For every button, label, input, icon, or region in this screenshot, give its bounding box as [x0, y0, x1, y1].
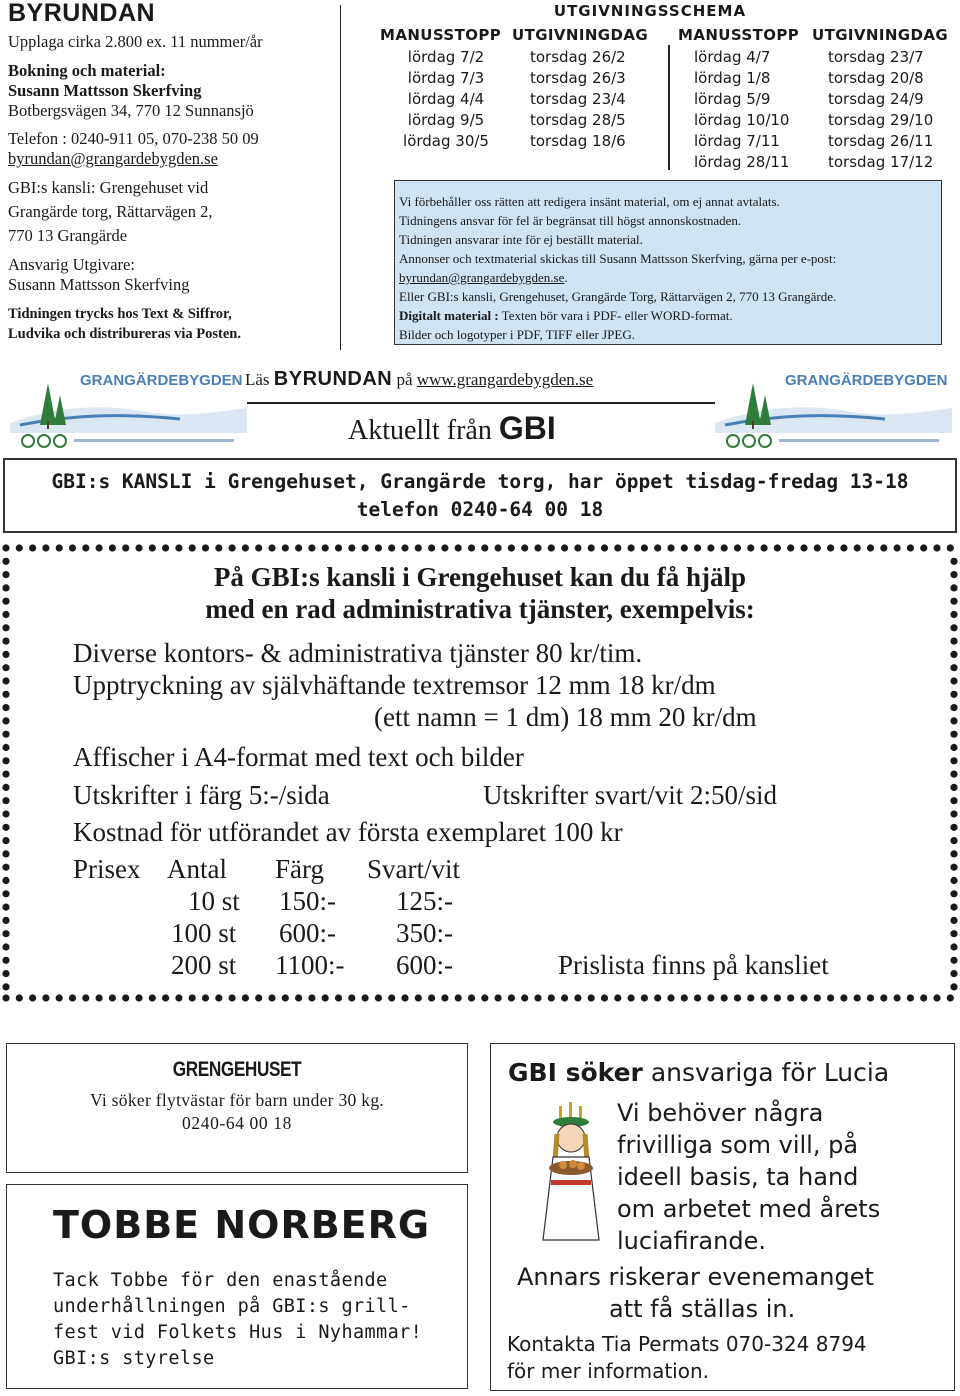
schedule-cell: lördag 4/7 — [694, 48, 771, 66]
service-item: Diverse kontors- & administrativa tjänster 80 kr/tim. — [73, 638, 643, 668]
notice-line: Tidningens ansvar för fel är begränsat till högst annonskostnaden. — [399, 213, 742, 228]
border-dot — [628, 544, 635, 551]
digital-text: Texten bör vara i PDF- eller WORD-format. — [498, 308, 733, 323]
tobbe-title: TOBBE NORBERG — [53, 1203, 431, 1247]
border-dot — [428, 544, 435, 551]
border-dot — [880, 544, 887, 551]
schedule-col3-header: MANUSSTOPP — [678, 26, 800, 44]
price-cell: 600:- — [279, 918, 336, 948]
aktuellt-gbi: GBI — [498, 410, 556, 446]
schedule-cell: torsdag 23/4 — [530, 90, 626, 108]
border-dot — [468, 544, 475, 551]
schedule-cell: torsdag 29/10 — [828, 111, 934, 129]
border-dot — [707, 544, 714, 551]
border-dot — [122, 544, 129, 551]
service-item: Utskrifter svart/vit 2:50/sid — [483, 780, 777, 810]
contact-name: Susann Mattsson Skerfving — [8, 81, 202, 100]
lucia-ad — [490, 1043, 955, 1391]
border-dot — [588, 544, 595, 551]
schedule-cell: lördag 9/5 — [407, 111, 485, 129]
border-dot — [282, 544, 289, 551]
service-item: Kostnad för utförandet av första exemplaret 100 kr — [73, 817, 623, 847]
border-dot — [561, 544, 568, 551]
border-dot — [667, 544, 674, 551]
border-dot — [229, 544, 236, 551]
border-dot — [441, 544, 448, 551]
border-dot — [574, 544, 581, 551]
service-item: Affischer i A4-format med text och bilder — [73, 742, 524, 772]
schedule-right-stops — [694, 47, 789, 173]
price-cell: 350:- — [396, 918, 453, 948]
grangardebygden-logo-left — [10, 363, 247, 455]
service-item: Upptryckning av självhäftande textremsor 12 mm 18 kr/dm — [73, 670, 716, 700]
lucia-line: luciafirande. — [617, 1227, 766, 1255]
border-dot — [907, 544, 914, 551]
edition-text: Upplaga cirka 2.800 ex. 11 nummer/år — [8, 32, 263, 51]
border-dot — [774, 544, 781, 551]
border-dot — [534, 544, 541, 551]
border-dot — [867, 544, 874, 551]
notice-line: Eller GBI:s kansli, Grengehuset, Grangärde Torg, Rättarvägen 2, 770 13 Grangärde. — [399, 289, 837, 304]
border-dot — [16, 544, 23, 551]
schedule-col4-header: UTGIVNINGDAG — [812, 26, 949, 44]
border-dot — [82, 544, 89, 551]
border-dot — [308, 544, 315, 551]
border-dot — [175, 544, 182, 551]
schedule-cell: torsdag 17/12 — [828, 153, 934, 171]
digital-label: Digitalt material : — [399, 308, 499, 323]
schedule-cell: lördag 30/5 — [403, 132, 489, 150]
contact-address: Botbergsvägen 34, 770 12 Sunnansjö — [8, 101, 254, 120]
notice-email-suffix: . — [564, 270, 568, 285]
notice-email-link[interactable]: byrundan@grangardebygden.se — [399, 270, 565, 285]
border-dot — [242, 544, 249, 551]
border-dot — [56, 544, 63, 551]
border-dot — [481, 544, 488, 551]
website-link[interactable]: www.grangardebygden.se — [416, 370, 594, 389]
lucia-line: om arbetet med årets — [617, 1195, 881, 1223]
border-dot — [189, 544, 196, 551]
lucia-line: frivilliga som vill, på — [617, 1131, 859, 1159]
border-dot — [268, 544, 275, 551]
border-dot — [694, 544, 701, 551]
tobbe-signature: GBI:s styrelse — [53, 1348, 215, 1369]
tobbe-line: fest vid Folkets Hus i Nyhammar! — [53, 1322, 423, 1343]
border-dot — [135, 544, 142, 551]
border-dot — [255, 544, 262, 551]
price-cell: 600:- — [396, 950, 453, 980]
border-dot — [322, 544, 329, 551]
price-cell: 200 st — [171, 950, 237, 980]
border-dot — [601, 544, 608, 551]
schedule-cell: lördag 5/9 — [694, 90, 771, 108]
notice-line: Tidningen ansvarar inte för ej beställt material. — [399, 232, 643, 247]
notice-line: Bilder och logotyper i PDF, TIFF eller JPEG. — [399, 327, 635, 342]
print-line-1: Tidningen trycks hos Text & Siffror, — [8, 306, 232, 322]
border-dot — [654, 544, 661, 551]
read-brand: BYRUNDAN — [273, 368, 393, 390]
border-dot — [29, 544, 36, 551]
border-dot — [508, 544, 515, 551]
border-dot — [96, 544, 103, 551]
border-dot — [335, 544, 342, 551]
border-dot — [894, 544, 901, 551]
border-dot — [295, 544, 302, 551]
office-line-3: 770 13 Grangärde — [8, 226, 128, 245]
border-dot — [761, 544, 768, 551]
price-cell: 1100:- — [275, 950, 345, 980]
kansli-hours-box — [3, 458, 957, 533]
border-dot — [854, 544, 861, 551]
lucia-heading — [508, 1058, 889, 1087]
masthead-title: BYRUNDAN — [8, 0, 156, 27]
schedule-cell: lördag 10/10 — [694, 111, 790, 129]
price-cell: 100 st — [171, 918, 237, 948]
border-dot — [548, 544, 555, 551]
border-dot — [401, 544, 408, 551]
services-heading-2: med en rad administrativa tjänster, exempelvis: — [205, 594, 755, 624]
schedule-cell: torsdag 23/7 — [828, 48, 924, 66]
schedule-cell: torsdag 26/3 — [530, 69, 626, 87]
services-heading-1: På GBI:s kansli i Grengehuset kan du få hjälp — [213, 562, 747, 592]
notice-box — [394, 180, 942, 345]
border-dot — [495, 544, 502, 551]
schedule-cell: lördag 7/2 — [407, 48, 485, 66]
masthead — [8, 0, 333, 350]
schedule-cell: lördag 1/8 — [694, 69, 771, 87]
schedule-cell: torsdag 26/2 — [530, 48, 626, 66]
border-dot — [747, 544, 754, 551]
service-item: Utskrifter i färg 5:-/sida — [73, 780, 330, 810]
border-dot — [681, 544, 688, 551]
price-cell: 125:- — [396, 886, 453, 916]
border-dot — [109, 544, 116, 551]
border-dot — [2, 544, 9, 551]
lucia-illustration — [531, 1102, 611, 1242]
schedule-cell: torsdag 24/9 — [828, 90, 924, 108]
notice-line: Vi förbehåller oss rätten att redigera insänt material, om ej annat avtalats. — [399, 194, 780, 209]
schedule-cell: torsdag 28/5 — [530, 111, 626, 129]
read-prefix: Läs — [245, 370, 274, 389]
logo-text: GRANGÄRDEBYGDEN — [785, 372, 948, 389]
schedule-title: UTGIVNINGSSCHEMA — [553, 2, 747, 20]
price-header: Svart/vit — [367, 854, 460, 884]
border-dot — [149, 544, 156, 551]
contact-heading: Bokning och material: — [8, 61, 166, 80]
price-cell: 10 st — [188, 886, 240, 916]
border-dot — [415, 544, 422, 551]
border-dot — [734, 544, 741, 551]
price-label: Prisex — [73, 854, 141, 884]
lucia-line: Vi behöver några — [617, 1099, 824, 1127]
publisher-heading: Ansvarig Utgivare: — [8, 255, 135, 274]
border-dot — [840, 544, 847, 551]
tobbe-thanks-ad — [6, 1184, 468, 1389]
kansli-line-2: telefon 0240-64 00 18 — [356, 498, 604, 521]
aktuellt-prefix: Aktuellt från — [348, 415, 499, 446]
lucia-line: att få ställas in. — [609, 1295, 796, 1323]
border-dot — [42, 544, 49, 551]
grengehuset-text: Vi söker flytvästar för barn under 30 kg. — [89, 1090, 385, 1110]
border-dot — [721, 544, 728, 551]
border-dot — [375, 544, 382, 551]
schedule-divider — [668, 45, 670, 170]
grengehuset-title: GRENGEHUSET — [172, 1058, 302, 1081]
schedule-cell: lördag 7/11 — [694, 132, 780, 150]
border-dot — [362, 544, 369, 551]
tobbe-line: underhållningen på GBI:s grill- — [53, 1296, 411, 1317]
border-dot — [800, 544, 807, 551]
border-dot — [69, 544, 76, 551]
publisher-name: Susann Mattsson Skerfving — [8, 275, 190, 294]
contact-email-link[interactable]: byrundan@grangardebygden.se — [8, 149, 218, 168]
print-line-2: Ludvika och distribureras via Posten. — [8, 326, 241, 342]
border-dot — [947, 544, 954, 551]
border-dot — [162, 544, 169, 551]
banner-rule — [247, 402, 715, 404]
schedule-col2-header: UTGIVNINGDAG — [512, 26, 649, 44]
lucia-heading-rest: ansvariga för Lucia — [642, 1058, 890, 1087]
services-section — [0, 560, 960, 1010]
lucia-contact: Kontakta Tia Permats 070-324 8794 — [507, 1332, 867, 1356]
border-dot — [614, 544, 621, 551]
border-dot — [215, 544, 222, 551]
grengehuset-ad — [6, 1043, 468, 1173]
tobbe-line: Tack Tobbe för den enastående — [53, 1270, 388, 1291]
border-dot — [827, 544, 834, 551]
lucia-line: ideell basis, ta hand — [617, 1163, 859, 1191]
lucia-heading-bold: GBI söker — [508, 1058, 643, 1087]
border-dot — [641, 544, 648, 551]
aktuellt-heading — [348, 410, 556, 447]
grengehuset-phone: 0240-64 00 18 — [182, 1113, 292, 1133]
schedule-col1-header: MANUSSTOPP — [380, 26, 502, 44]
kansli-line-1: GBI:s KANSLI i Grengehuset, Grangärde torg, har öppet tisdag-fredag 13-18 — [51, 470, 909, 493]
border-dot — [521, 544, 528, 551]
grangardebygden-logo-right — [715, 363, 952, 455]
office-line-1: GBI:s kansli: Grengehuset vid — [8, 178, 209, 197]
read-mid: på — [392, 370, 417, 389]
schedule-cell: torsdag 18/6 — [530, 132, 626, 150]
schedule-cell: torsdag 20/8 — [828, 69, 924, 87]
border-dot — [920, 544, 927, 551]
schedule-cell: lördag 28/11 — [694, 153, 790, 171]
lucia-line: Annars riskerar evenemanget — [517, 1263, 874, 1291]
schedule-left-stops — [396, 47, 496, 152]
border-dot — [455, 544, 462, 551]
schedule-cell: lördag 4/4 — [407, 90, 485, 108]
price-cell: 150:- — [279, 886, 336, 916]
border-dot — [388, 544, 395, 551]
notice-line: Annonser och textmaterial skickas till Susann Mattsson Skerfving, gärna per e-post: — [399, 251, 837, 266]
service-item: (ett namn = 1 dm) 18 mm 20 kr/dm — [374, 702, 757, 732]
office-line-2: Grangärde torg, Rättarvägen 2, — [8, 202, 213, 221]
border-dot — [933, 544, 940, 551]
schedule-right-releases — [828, 47, 933, 173]
read-online-line — [245, 368, 593, 391]
border-dot — [348, 544, 355, 551]
schedule-cell: torsdag 26/11 — [828, 132, 934, 150]
contact-phone: Telefon : 0240-911 05, 070-238 50 09 — [8, 129, 259, 148]
schedule-left-releases — [530, 47, 626, 152]
schedule-cell: lördag 7/3 — [407, 69, 485, 87]
price-header: Antal — [167, 854, 227, 884]
logo-text: GRANGÄRDEBYGDEN — [80, 372, 243, 389]
border-dot — [787, 544, 794, 551]
border-dot — [202, 544, 209, 551]
lucia-contact: för mer information. — [507, 1359, 710, 1383]
price-header: Färg — [275, 854, 325, 884]
border-dot — [814, 544, 821, 551]
price-note: Prislista finns på kansliet — [558, 950, 829, 980]
